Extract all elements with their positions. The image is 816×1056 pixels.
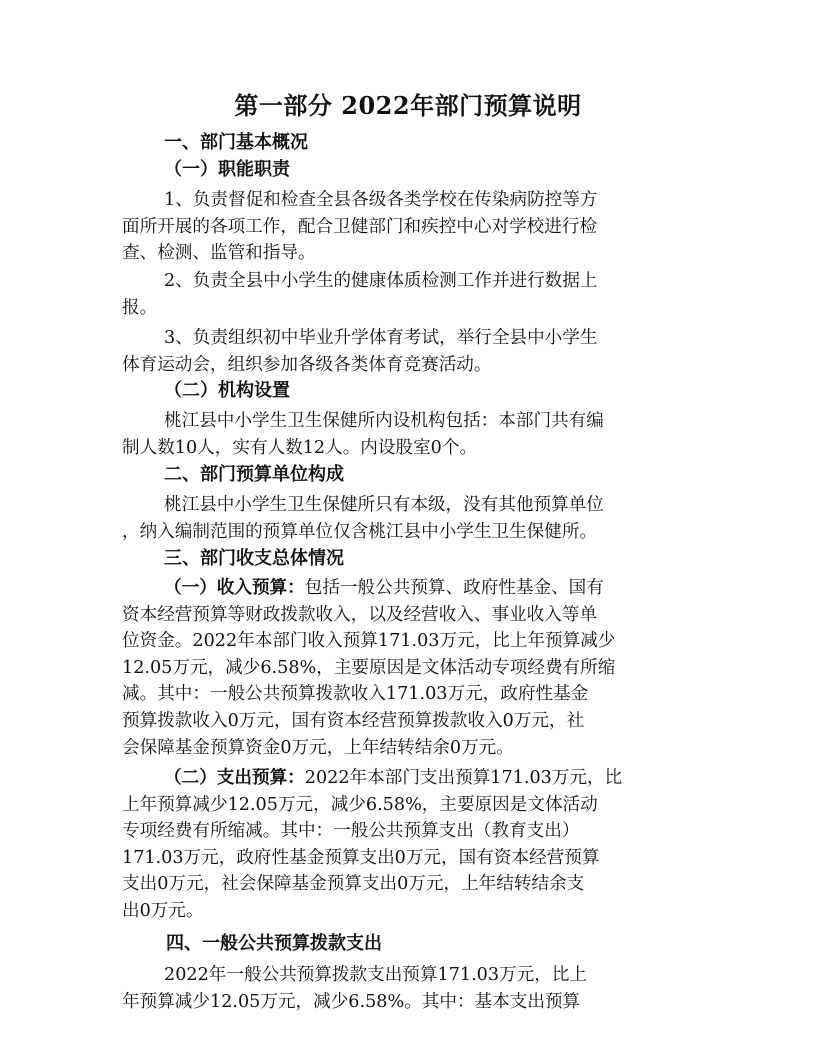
section-4-heading: 四、一般公共预算拨款支出 [166,933,382,954]
text-line: ，纳入编制范围的预算单位仅含桃江县中小学生卫生保健所。 [122,521,598,542]
text-line: 桃江县中小学生卫生保健所只有本级，没有其他预算单位 [164,495,604,515]
expense-label: （二）支出预算： [164,767,305,788]
text-line: 资本经营预算等财政拨款收入，以及经营收入、事业收入等单 [122,604,598,625]
paragraph-general-budget [122,962,688,1015]
text-line: 预算拨款收入0万元，国有资本经营预算拨款收入0万元，社 [122,710,585,731]
text-line: 专项经费有所缩减。其中：一般公共预算支出（教育支出） [122,821,580,842]
paragraph-units [122,492,688,545]
text-line: 3、负责组织初中毕业升学体育考试，举行全县中小学生 [164,328,598,348]
text-line: 报。 [122,297,158,318]
text-line: 会保障基金预算资金0万元，上年结转结余0万元。 [122,737,514,758]
page-title: 第一部分 2022年部门预算说明 [234,91,582,120]
text-line: 171.03万元，政府性基金预算支出0万元，国有资本经营预算 [122,847,600,868]
subsection-1-2-heading: （二）机构设置 [164,380,290,401]
text-line: 查、检测、监管和指导。 [122,243,316,264]
text-line: 制人数10人，实有人数12人。内设股室0个。 [122,437,478,458]
section-3-heading: 三、部门收支总体情况 [164,548,344,569]
section-1-heading: 一、部门基本概况 [164,132,308,153]
text-span: 包括一般公共预算、政府性基金、国有 [304,578,604,598]
text-line: 面所开展的各项工作，配合卫健部门和疾控中心对学校进行检 [122,216,598,237]
text-line [122,765,688,792]
text-line: 年预算减少12.05万元，减少6.58%。其中：基本支出预算 [122,991,581,1012]
subsection-1-1-heading: （一）职能职责 [164,159,290,180]
paragraph-duty-3 [122,325,688,378]
paragraph-expense-budget [122,765,688,925]
text-line [122,575,688,602]
income-label: （一）收入预算： [164,577,305,598]
text-line: 支出0万元，社会保障基金预算支出0万元，上年结转结余支 [122,874,585,895]
text-line: 12.05万元，减少6.58%，主要原因是文体活动专项经费有所缩 [122,657,616,678]
paragraph-duty-1 [122,187,688,267]
text-span: 2022年本部门支出预算171.03万元，比 [304,768,623,788]
text-line: 减。其中：一般公共预算拨款收入171.03万元，政府性基金 [122,684,589,705]
text-line: 1、负责督促和检查全县各级各类学校在传染病防控等方 [164,190,598,210]
text-line: 桃江县中小学生卫生保健所内设机构包括：本部门共有编 [164,411,604,431]
paragraph-organization [122,408,688,461]
text-line: 位资金。2022年本部门收入预算171.03万元，比上年预算减少 [122,631,616,652]
paragraph-duty-2 [122,268,688,321]
text-line: 上年预算减少12.05万元，减少6.58%，主要原因是文体活动 [122,794,598,815]
text-line: 2022年一般公共预算拨款支出预算171.03万元，比上 [164,965,588,985]
text-line: 出0万元。 [122,900,204,921]
paragraph-income-budget [122,575,688,761]
section-2-heading: 二、部门预算单位构成 [164,464,344,485]
text-line: 2、负责全县中小学生的健康体质检测工作并进行数据上 [164,271,598,291]
text-line: 体育运动会，组织参加各级各类体育竞赛活动。 [122,354,492,375]
